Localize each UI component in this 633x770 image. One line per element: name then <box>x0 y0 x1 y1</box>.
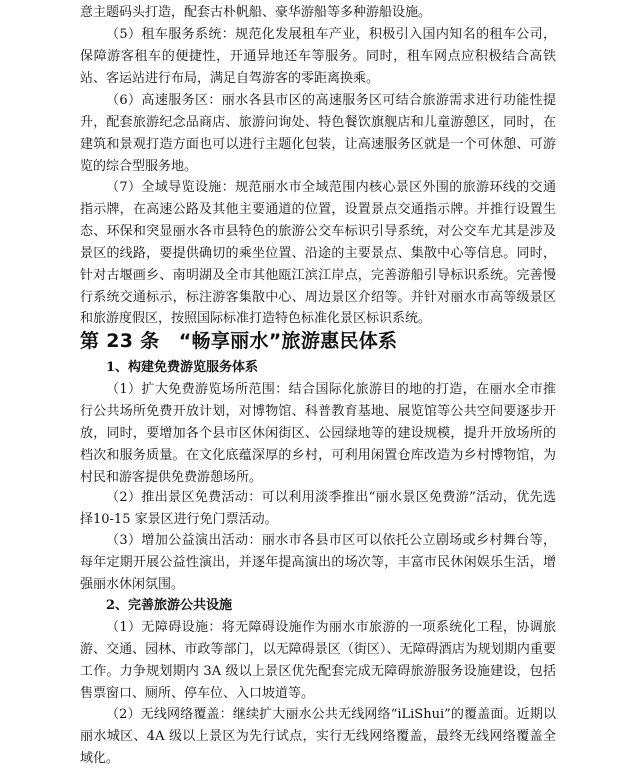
paragraph-free-scenic-activities: （2）推出景区免费活动：可以利用淡季推出“丽水景区免费游”活动，优先选择10-15 家景区进行免门票活动。 <box>80 490 556 527</box>
paragraph-public-performances: （3）增加公益演出活动：丽水市各县市区可以依托公立剧场或乡村舞台等，每年定期开展公益性演出，并逐年提高演出的场次等，丰富市民休闲娱乐生活，增强丽水休闲氛围。 <box>80 533 556 592</box>
article-heading: 第 23 条 “畅享丽水”旅游惠民体系 <box>80 330 398 352</box>
section-heading-public-facilities: 2、完善旅游公共设施 <box>106 598 233 613</box>
paragraph-wireless-network: （2）无线网络覆盖：继续扩大丽水公共无线网络“iLiShui”的覆盖面。近期以丽水城区、4A 级以上景区为先行试点，实行无线网络覆盖，最终无线网络覆盖全域化。 <box>80 707 556 766</box>
paragraph-highway-service-area: （6）高速服务区：丽水各县市区的高速服务区可结合旅游需求进行功能性提升，配套旅游纪念品商店、旅游问询处、特色餐饮旗舰店和儿童游憩区，同时，在建筑和景观打造方面也可以进行主题化包装，让高速服务区就是一个可休憩、可游览的综合型服务地。 <box>80 93 556 174</box>
paragraph-free-venues: （1）扩大免费游览场所范围：结合国际化旅游目的地的打造，在丽水全市推行公共场所免费开放计划，对博物馆、科普教育基地、展览馆等公共空间要逐步开放，同时，要增加各个县市区休闲街区、公园绿地等的建设规模，提升开放场所的档次和服务质量。在文化底蕴深厚的乡村，可利用闲置仓库改造为乡村博物馆，为村民和游客提供免费游憩场所。 <box>80 382 556 485</box>
paragraph-guide-facilities: （7）全域导览设施：规范丽水市全域范围内核心景区外围的旅游环线的交通指示牌，在高速公路及其他主要通道的位置，设置景点交通指示牌。并推行设置生态、环保和突显丽水各市县特色的旅游公交车标识引导系统，对公交车尤其是涉及景区的线路，要提供确切的乘坐位置、沿途的主要景点、集散中心等信息。同时，针对古堰画乡、南明湖及全市其他瓯江滨江岸点，完善游船引导标识系统。完善慢行系统交通标示，标注游客集散中心、周边景区介绍等。并针对丽水市高等级景区和旅游度假区，按照国际标准打造特色标准化景区标识系统。 <box>80 180 556 327</box>
paragraph-barrier-free: （1）无障碍设施：将无障碍设施作为丽水市旅游的一项系统化工程，协调旅游、交通、园林、市政等部门，以无障碍景区（街区）、无障碍酒店为规划期内重要工作。力争规划期内 3A 级以上景区优先配套完成无障碍旅游服务设施建设，包括售票窗口、厕所、停车位、入口坡道等。 <box>80 620 556 701</box>
paragraph-continuation: 意主题码头打造，配套古朴帆船、豪华游船等多种游船设施。 <box>80 5 432 20</box>
section-heading-free-tour: 1、构建免费游览服务体系 <box>106 360 259 375</box>
paragraph-car-rental: （5）租车服务系统：规范化发展租车产业，积极引入国内知名的租车公司，保障游客租车的便捷性，开通异地还车等服务。同时，租车网点应积极结合高铁站、客运站进行布局，满足自驾游客的零距离换乘。 <box>80 27 556 86</box>
